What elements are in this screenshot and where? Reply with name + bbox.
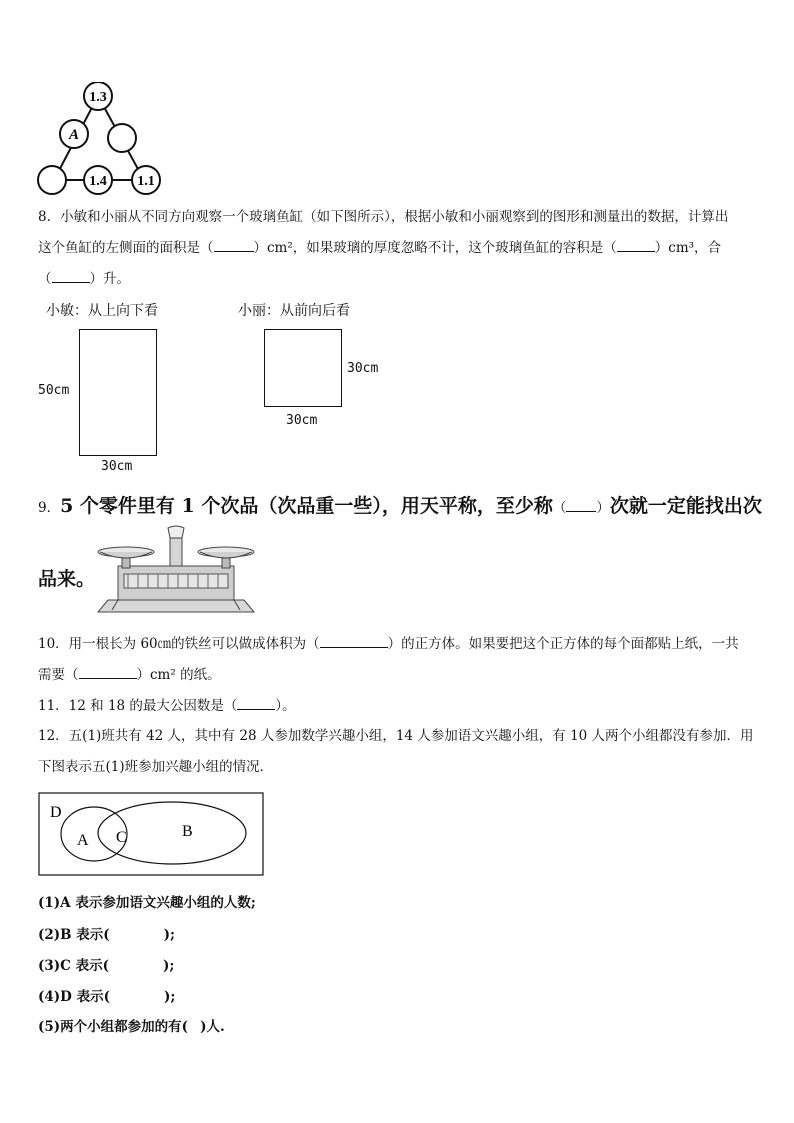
venn-label-c: C xyxy=(116,829,127,846)
q8-blank-liters[interactable] xyxy=(52,268,90,283)
q12-sub5-b: )人. xyxy=(200,1019,225,1035)
circle-bottom-mid-label: 1.4 xyxy=(89,174,107,189)
q12-sub2 xyxy=(38,925,175,945)
venn-label-d: D xyxy=(50,804,62,821)
q10-line2 xyxy=(38,664,221,685)
q9-paren-close: ） xyxy=(596,500,610,516)
q8-line2-b: ）cm²，如果玻璃的厚度忽略不计，这个玻璃鱼缸的容积是（ xyxy=(253,240,617,256)
circle-right-mid xyxy=(108,124,136,152)
q10-line2-a: 需要（ xyxy=(38,667,79,683)
q9-line1-b: 次就一定能找出次 xyxy=(609,495,762,517)
q10-line2-b: ）cm² 的纸。 xyxy=(136,667,221,683)
q10-line1-a: 10．用一根长为 60㎝的铁丝可以做成体积为（ xyxy=(38,636,320,652)
top-view-width-label: 30cm xyxy=(101,459,133,474)
q8-line3 xyxy=(38,268,130,289)
q9-line2: 品来。 xyxy=(38,568,96,590)
q12-sub5-a: (5)两个小组都参加的有( xyxy=(38,1019,189,1035)
q12-sub2-a: (2)B 表示( xyxy=(38,927,110,943)
circle-bottom-left xyxy=(38,166,66,194)
q11-blank[interactable] xyxy=(237,695,275,710)
venn-label-a: A xyxy=(77,832,89,849)
q8-line2-c: ）cm³，合 xyxy=(654,240,722,256)
venn-label-b: B xyxy=(182,823,193,840)
q12-sub1: (1)A 表示参加语文兴趣小组的人数; xyxy=(38,895,256,911)
front-view-square xyxy=(264,329,342,407)
q10-line1-b: ）的正方体。如果要把这个正方体的每个面都贴上纸，一共 xyxy=(387,636,739,652)
balance-scale-image xyxy=(96,524,256,618)
q8-line2-a: 这个鱼缸的左侧面的面积是（ xyxy=(38,240,214,256)
q8-line3-b: ）升。 xyxy=(89,271,130,287)
q8-line2 xyxy=(38,237,721,258)
circle-bottom-right-label: 1.1 xyxy=(137,174,155,189)
q12-sub5 xyxy=(38,1017,225,1037)
q10-line1 xyxy=(38,633,739,654)
q12-sub3 xyxy=(38,956,174,976)
q9-paren-open: （ xyxy=(552,500,567,516)
q12-sub2-b: ); xyxy=(163,927,176,943)
q8-line3-a: （ xyxy=(38,271,52,287)
view2-caption: 小丽：从前向后看 xyxy=(238,303,350,319)
q12-sub4-b: ); xyxy=(163,989,176,1005)
q12-line1: 12．五(1)班共有 42 人，其中有 28 人参加数学兴趣小组，14 人参加语文兴趣小组，有 10 人两个小组都没有参加．用 xyxy=(38,728,754,744)
q9-line1 xyxy=(38,491,762,518)
top-view-height-label: 50cm xyxy=(38,383,70,398)
q8-line1: 8．小敏和小丽从不同方向观察一个玻璃鱼缸（如下图所示），根据小敏和小丽观察到的图形和测量出的数据，计算出 xyxy=(38,209,729,225)
venn-diagram xyxy=(38,792,264,876)
q9-line1-a: 5 个零件里有 1 个次品（次品重一些），用天平称，至少称 xyxy=(60,495,553,517)
circle-a-label: A xyxy=(68,127,80,143)
q10-blank-volume[interactable] xyxy=(320,633,388,648)
q12-sub4 xyxy=(38,987,175,1007)
q11-text-b: ）。 xyxy=(275,698,296,714)
front-view-height-label: 30cm xyxy=(347,361,379,376)
triangle-circle-figure xyxy=(34,82,164,198)
circle-top-label: 1.3 xyxy=(89,90,107,105)
q10-blank-paper[interactable] xyxy=(79,664,137,679)
q11-text-a: 11．12 和 18 的最大公因数是（ xyxy=(38,698,238,714)
view1-caption: 小敏：从上向下看 xyxy=(46,303,158,319)
q11-line xyxy=(38,695,296,716)
q12-line2: 下图表示五(1)班参加兴趣小组的情况． xyxy=(38,759,274,775)
q12-sub3-a: (3)C 表示( xyxy=(38,958,110,974)
top-view-rectangle xyxy=(79,329,157,456)
q8-blank-area[interactable] xyxy=(214,237,254,252)
front-view-width-label: 30cm xyxy=(286,413,318,428)
q8-blank-volume[interactable] xyxy=(617,237,655,252)
q12-sub4-a: (4)D 表示( xyxy=(38,989,110,1005)
q9-blank[interactable] xyxy=(566,497,596,512)
q9-number: 9． xyxy=(38,500,61,516)
q12-sub3-b: ); xyxy=(163,958,175,974)
